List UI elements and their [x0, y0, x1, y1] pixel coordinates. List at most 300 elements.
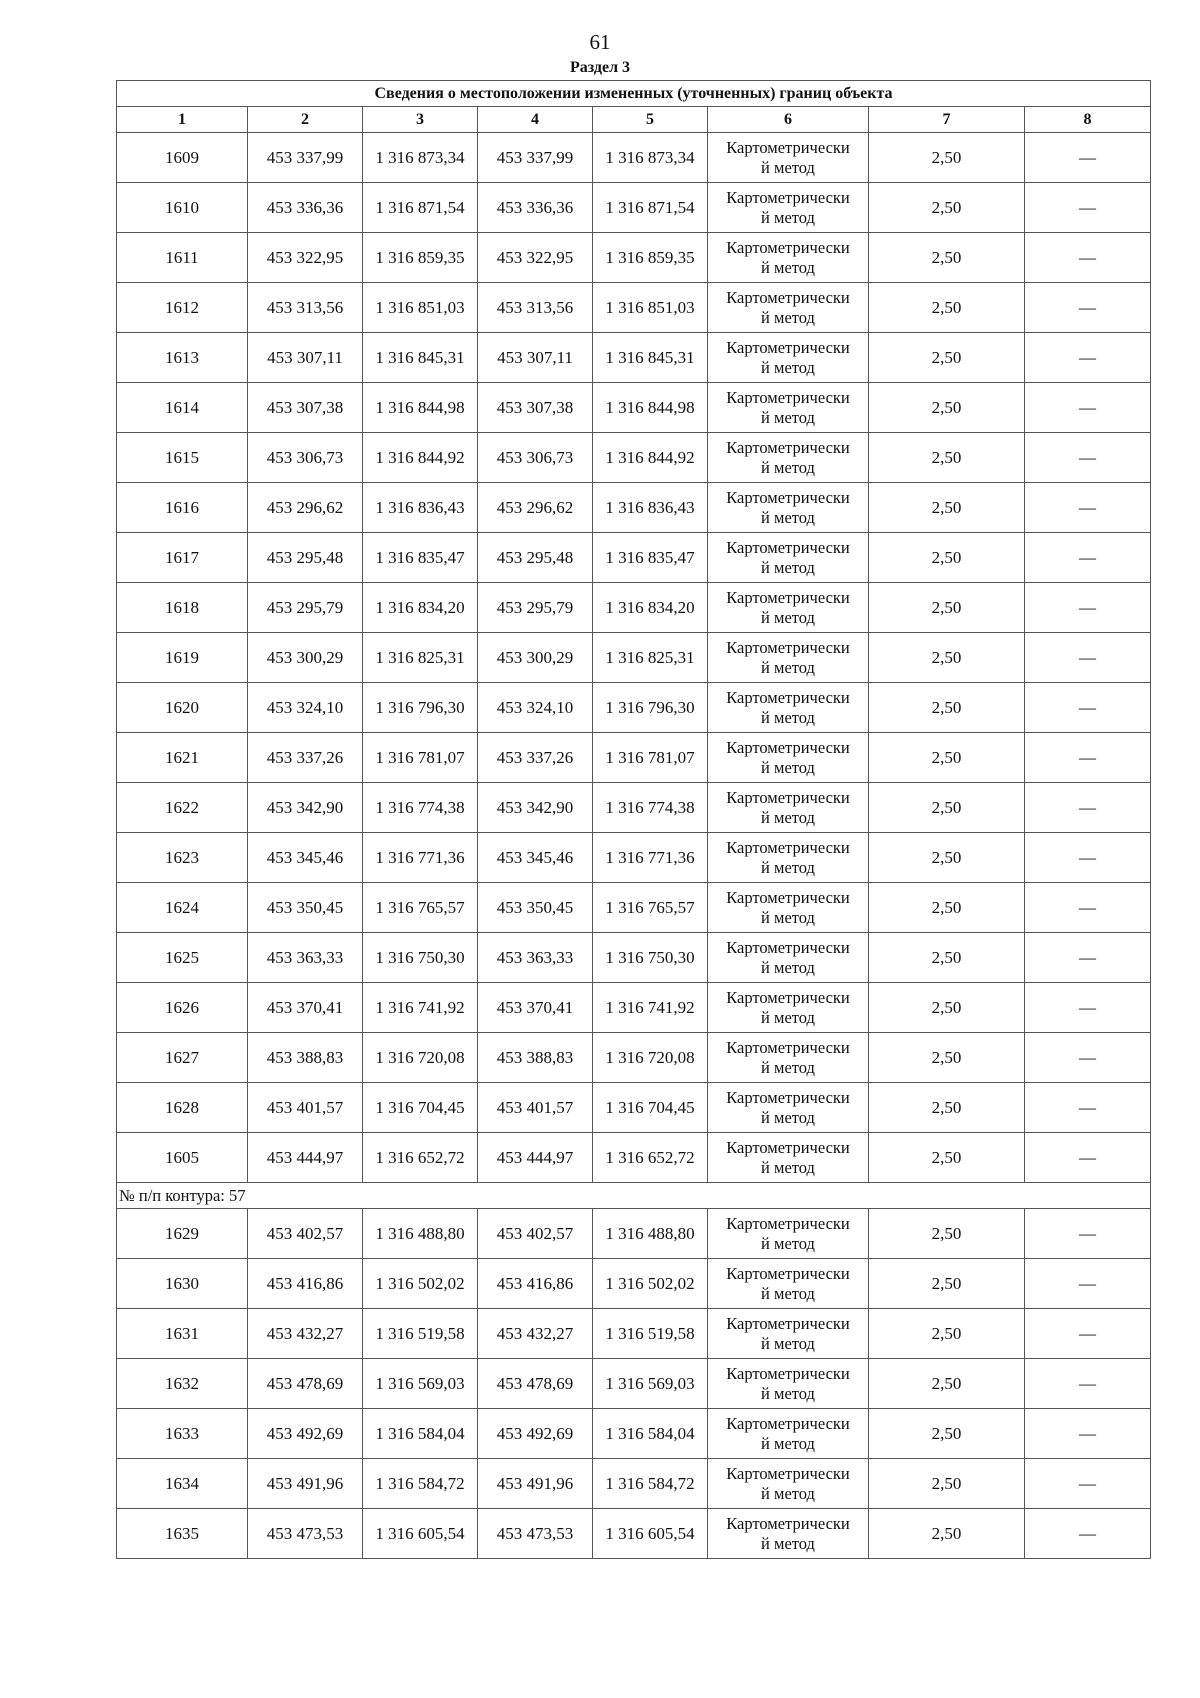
table-cell: — — [1025, 683, 1151, 733]
table-cell: 453 402,57 — [248, 1209, 363, 1259]
method-text: й метод — [761, 557, 815, 577]
table-cell: 2,50 — [869, 1083, 1025, 1133]
table-cell: 1 316 765,57 — [593, 883, 708, 933]
table-cell: 1 316 844,92 — [363, 433, 478, 483]
table-cell: 1627 — [117, 1033, 248, 1083]
method-cell — [708, 683, 869, 733]
table-cell: 1 316 704,45 — [593, 1083, 708, 1133]
method-text: Картометрически — [726, 437, 850, 457]
table-row — [117, 1309, 1151, 1359]
table-cell: 1 316 519,58 — [363, 1309, 478, 1359]
method-cell — [708, 1509, 869, 1559]
method-text: Картометрически — [726, 387, 850, 407]
table-cell: 1 316 873,34 — [363, 133, 478, 183]
table-cell: 1635 — [117, 1509, 248, 1559]
table-cell: 1 316 851,03 — [593, 283, 708, 333]
table-cell: 1 316 796,30 — [363, 683, 478, 733]
method-cell — [708, 783, 869, 833]
table-cell: 453 337,26 — [248, 733, 363, 783]
table-cell: 1620 — [117, 683, 248, 733]
method-text: й метод — [761, 507, 815, 527]
column-header: 6 — [708, 107, 869, 133]
table-cell: — — [1025, 783, 1151, 833]
table-cell: 453 324,10 — [478, 683, 593, 733]
table-cell: 1 316 851,03 — [363, 283, 478, 333]
table-cell: 2,50 — [869, 583, 1025, 633]
method-cell — [708, 333, 869, 383]
table-cell: 453 322,95 — [248, 233, 363, 283]
table-cell: 1 316 502,02 — [363, 1259, 478, 1309]
method-text: й метод — [761, 907, 815, 927]
table-cell: 1 316 845,31 — [593, 333, 708, 383]
method-cell — [708, 233, 869, 283]
method-text: Картометрически — [726, 1037, 850, 1057]
method-text: Картометрически — [726, 337, 850, 357]
table-cell: 453 337,26 — [478, 733, 593, 783]
table-cell: 453 336,36 — [478, 183, 593, 233]
method-cell — [708, 733, 869, 783]
method-cell — [708, 1459, 869, 1509]
table-cell: 453 363,33 — [478, 933, 593, 983]
method-text: Картометрически — [726, 937, 850, 957]
method-cell — [708, 1083, 869, 1133]
table-row — [117, 1133, 1151, 1183]
table-cell: 2,50 — [869, 233, 1025, 283]
table-cell: 453 313,56 — [478, 283, 593, 333]
column-header: 3 — [363, 107, 478, 133]
table-cell: — — [1025, 183, 1151, 233]
method-text: й метод — [761, 857, 815, 877]
table-cell: 1621 — [117, 733, 248, 783]
table-cell: — — [1025, 433, 1151, 483]
method-cell — [708, 1309, 869, 1359]
table-row — [117, 283, 1151, 333]
table-cell: 453 342,90 — [248, 783, 363, 833]
page-number: 61 — [589, 30, 611, 54]
table-cell: 2,50 — [869, 783, 1025, 833]
method-cell — [708, 133, 869, 183]
method-text: Картометрически — [726, 537, 850, 557]
method-text: й метод — [761, 1107, 815, 1127]
table-cell: — — [1025, 933, 1151, 983]
method-cell — [708, 1409, 869, 1459]
table-cell: 2,50 — [869, 1133, 1025, 1183]
table-cell: 453 473,53 — [248, 1509, 363, 1559]
method-text: й метод — [761, 157, 815, 177]
table-cell: 1 316 502,02 — [593, 1259, 708, 1309]
table-row — [117, 983, 1151, 1033]
column-header: 7 — [869, 107, 1025, 133]
section-title: Раздел 3 — [569, 59, 631, 76]
table-cell: 453 401,57 — [478, 1083, 593, 1133]
method-text: й метод — [761, 357, 815, 377]
method-text: й метод — [761, 1157, 815, 1177]
table-cell: 453 370,41 — [478, 983, 593, 1033]
method-text: Картометрически — [726, 1413, 850, 1433]
table-cell: 453 473,53 — [478, 1509, 593, 1559]
table-cell: 453 322,95 — [478, 233, 593, 283]
table-cell: 1 316 652,72 — [593, 1133, 708, 1183]
table-cell: — — [1025, 233, 1151, 283]
table-cell: 453 300,29 — [478, 633, 593, 683]
method-text: й метод — [761, 1233, 815, 1253]
table-cell: 453 345,46 — [248, 833, 363, 883]
table-cell: 453 313,56 — [248, 283, 363, 333]
table-cell: 1 316 774,38 — [593, 783, 708, 833]
method-cell — [708, 833, 869, 883]
table-cell: 1632 — [117, 1359, 248, 1409]
method-text: Картометрически — [726, 637, 850, 657]
table-cell: 453 416,86 — [248, 1259, 363, 1309]
method-text: й метод — [761, 1057, 815, 1077]
table-cell: 1 316 605,54 — [593, 1509, 708, 1559]
table-cell: 453 295,79 — [478, 583, 593, 633]
method-text: Картометрически — [726, 1137, 850, 1157]
table-cell: 453 296,62 — [248, 483, 363, 533]
method-cell — [708, 383, 869, 433]
method-text: й метод — [761, 807, 815, 827]
table-row — [117, 733, 1151, 783]
table-row — [117, 1509, 1151, 1559]
table-cell: 453 492,69 — [478, 1409, 593, 1459]
table-cell: — — [1025, 983, 1151, 1033]
table-cell: 2,50 — [869, 1459, 1025, 1509]
table-row — [117, 183, 1151, 233]
table-cell: 1634 — [117, 1459, 248, 1509]
table-cell: 1 316 844,98 — [363, 383, 478, 433]
table-row — [117, 383, 1151, 433]
method-cell — [708, 933, 869, 983]
table-cell: 1 316 844,98 — [593, 383, 708, 433]
table-cell: — — [1025, 833, 1151, 883]
table-cell: 1 316 584,72 — [593, 1459, 708, 1509]
method-text: й метод — [761, 657, 815, 677]
table-cell: 453 402,57 — [478, 1209, 593, 1259]
table-cell: — — [1025, 333, 1151, 383]
table-cell: 2,50 — [869, 433, 1025, 483]
method-cell — [708, 1133, 869, 1183]
table-cell: 1 316 750,30 — [593, 933, 708, 983]
method-text: Картометрически — [726, 837, 850, 857]
column-header: 2 — [248, 107, 363, 133]
table-cell: 453 295,79 — [248, 583, 363, 633]
table-cell: — — [1025, 733, 1151, 783]
table-row — [117, 1459, 1151, 1509]
table-cell: 453 307,11 — [248, 333, 363, 383]
table-cell: — — [1025, 483, 1151, 533]
method-text: й метод — [761, 607, 815, 627]
table-cell: 1 316 741,92 — [593, 983, 708, 1033]
table-cell: — — [1025, 383, 1151, 433]
table-cell: 1 316 871,54 — [363, 183, 478, 233]
table-cell: 453 350,45 — [478, 883, 593, 933]
method-cell — [708, 433, 869, 483]
table-row — [117, 333, 1151, 383]
table-cell: 2,50 — [869, 733, 1025, 783]
method-text: Картометрически — [726, 737, 850, 757]
table-cell: 1 316 859,35 — [593, 233, 708, 283]
table-cell: 453 306,73 — [248, 433, 363, 483]
table-cell: 1 316 704,45 — [363, 1083, 478, 1133]
table-cell: — — [1025, 1309, 1151, 1359]
method-text: й метод — [761, 1433, 815, 1453]
method-text: й метод — [761, 1483, 815, 1503]
table-cell: 1 316 834,20 — [593, 583, 708, 633]
table-cell: 1 316 765,57 — [363, 883, 478, 933]
table-cell: 1 316 569,03 — [593, 1359, 708, 1409]
table-cell: 2,50 — [869, 1259, 1025, 1309]
table-cell: 1 316 835,47 — [363, 533, 478, 583]
coordinates-table — [116, 80, 1151, 1559]
method-text: й метод — [761, 1333, 815, 1353]
table-cell: 1618 — [117, 583, 248, 633]
table-cell: 1631 — [117, 1309, 248, 1359]
method-text: Картометрически — [726, 1263, 850, 1283]
table-cell: 1622 — [117, 783, 248, 833]
table-row — [117, 133, 1151, 183]
table-cell: 453 307,38 — [478, 383, 593, 433]
table-row — [117, 833, 1151, 883]
method-cell — [708, 583, 869, 633]
table-cell: 453 444,97 — [248, 1133, 363, 1183]
method-text: й метод — [761, 757, 815, 777]
table-cell: 1 316 519,58 — [593, 1309, 708, 1359]
method-cell — [708, 633, 869, 683]
table-cell: 1605 — [117, 1133, 248, 1183]
column-header: 4 — [478, 107, 593, 133]
table-cell: 453 388,83 — [248, 1033, 363, 1083]
table-cell: 1 316 652,72 — [363, 1133, 478, 1183]
table-cell: 453 337,99 — [478, 133, 593, 183]
table-cell: 453 370,41 — [248, 983, 363, 1033]
table-cell: — — [1025, 1033, 1151, 1083]
table-cell: 1630 — [117, 1259, 248, 1309]
table-cell: 1 316 720,08 — [593, 1033, 708, 1083]
table-cell: 1617 — [117, 533, 248, 583]
table-row — [117, 233, 1151, 283]
table-cell: 453 401,57 — [248, 1083, 363, 1133]
method-cell — [708, 1033, 869, 1083]
table-cell: 2,50 — [869, 1509, 1025, 1559]
table-cell: — — [1025, 1509, 1151, 1559]
table-cell: 453 295,48 — [248, 533, 363, 583]
table-caption: Сведения о местоположении измененных (уточненных) границ объекта — [117, 81, 1151, 107]
column-header: 5 — [593, 107, 708, 133]
table-row — [117, 1409, 1151, 1459]
table-cell: 453 295,48 — [478, 533, 593, 583]
method-text: Картометрически — [726, 787, 850, 807]
table-cell: 453 491,96 — [248, 1459, 363, 1509]
table-cell: — — [1025, 1209, 1151, 1259]
table-cell: 1 316 834,20 — [363, 583, 478, 633]
table-row — [117, 1359, 1151, 1409]
method-text: Картометрически — [726, 287, 850, 307]
table-cell: — — [1025, 1133, 1151, 1183]
table-cell: 2,50 — [869, 933, 1025, 983]
table-cell: 1 316 584,04 — [593, 1409, 708, 1459]
table-cell: 453 491,96 — [478, 1459, 593, 1509]
table-cell: 2,50 — [869, 983, 1025, 1033]
table-header-row — [117, 107, 1151, 133]
table-row — [117, 933, 1151, 983]
table-row — [117, 783, 1151, 833]
method-text: Картометрически — [726, 1087, 850, 1107]
table-cell: 453 296,62 — [478, 483, 593, 533]
table-cell: 453 345,46 — [478, 833, 593, 883]
table-cell: 1619 — [117, 633, 248, 683]
table-row — [117, 633, 1151, 683]
table-row — [117, 433, 1151, 483]
table-cell: 453 307,11 — [478, 333, 593, 383]
table-row — [117, 1083, 1151, 1133]
table-cell: 453 432,27 — [478, 1309, 593, 1359]
table-cell: 453 306,73 — [478, 433, 593, 483]
table-cell: 1 316 844,92 — [593, 433, 708, 483]
method-text: й метод — [761, 1283, 815, 1303]
table-cell: 2,50 — [869, 633, 1025, 683]
table-cell: 2,50 — [869, 833, 1025, 883]
table-cell: 1610 — [117, 183, 248, 233]
method-text: Картометрически — [726, 1363, 850, 1383]
method-cell — [708, 1259, 869, 1309]
table-cell: 2,50 — [869, 1409, 1025, 1459]
method-text: й метод — [761, 207, 815, 227]
table-cell: 1 316 836,43 — [363, 483, 478, 533]
method-text: й метод — [761, 1383, 815, 1403]
table-cell: 1616 — [117, 483, 248, 533]
table-cell: 1 316 569,03 — [363, 1359, 478, 1409]
table-cell: 2,50 — [869, 483, 1025, 533]
table-cell: 1 316 825,31 — [593, 633, 708, 683]
method-text: Картометрически — [726, 887, 850, 907]
table-cell: 453 300,29 — [248, 633, 363, 683]
table-cell: 453 336,36 — [248, 183, 363, 233]
column-header: 8 — [1025, 107, 1151, 133]
table-cell: 1626 — [117, 983, 248, 1033]
table-cell: 453 342,90 — [478, 783, 593, 833]
method-text: й метод — [761, 307, 815, 327]
method-text: й метод — [761, 957, 815, 977]
method-text: Картометрически — [726, 237, 850, 257]
table-cell: 2,50 — [869, 683, 1025, 733]
table-cell: 453 324,10 — [248, 683, 363, 733]
table-cell: 453 350,45 — [248, 883, 363, 933]
table-cell: 1 316 488,80 — [363, 1209, 478, 1259]
table-cell: 1 316 873,34 — [593, 133, 708, 183]
table-cell: 1 316 836,43 — [593, 483, 708, 533]
table-cell: 2,50 — [869, 533, 1025, 583]
table-cell: 2,50 — [869, 883, 1025, 933]
contour-row — [117, 1183, 1151, 1209]
table-cell: 1 316 859,35 — [363, 233, 478, 283]
contour-label: № п/п контура: 57 — [117, 1183, 1151, 1209]
table-cell: 1614 — [117, 383, 248, 433]
table-cell: 2,50 — [869, 133, 1025, 183]
table-cell: 1625 — [117, 933, 248, 983]
table-cell: 1612 — [117, 283, 248, 333]
table-cell: — — [1025, 283, 1151, 333]
method-cell — [708, 183, 869, 233]
method-text: Картометрически — [726, 137, 850, 157]
table-cell: 2,50 — [869, 1209, 1025, 1259]
table-cell: 453 432,27 — [248, 1309, 363, 1359]
table-row — [117, 883, 1151, 933]
table-cell: 453 388,83 — [478, 1033, 593, 1083]
table-cell: 1 316 871,54 — [593, 183, 708, 233]
table-cell: 1 316 835,47 — [593, 533, 708, 583]
method-text: Картометрически — [726, 587, 850, 607]
method-text: Картометрически — [726, 1213, 850, 1233]
table-row — [117, 1033, 1151, 1083]
table-cell: 1 316 741,92 — [363, 983, 478, 1033]
method-text: Картометрически — [726, 1313, 850, 1333]
table-cell: 2,50 — [869, 1309, 1025, 1359]
table-cell: 1629 — [117, 1209, 248, 1259]
table-cell: 1 316 605,54 — [363, 1509, 478, 1559]
table-cell: 453 307,38 — [248, 383, 363, 433]
method-text: й метод — [761, 1533, 815, 1553]
table-cell: 453 478,69 — [248, 1359, 363, 1409]
table-cell: 2,50 — [869, 1359, 1025, 1409]
table-cell: 453 337,99 — [248, 133, 363, 183]
table-cell: 1 316 771,36 — [593, 833, 708, 883]
table-cell: 1 316 584,04 — [363, 1409, 478, 1459]
table-row — [117, 1209, 1151, 1259]
table-row — [117, 1259, 1151, 1309]
method-text: й метод — [761, 407, 815, 427]
method-text: й метод — [761, 707, 815, 727]
table-cell: — — [1025, 883, 1151, 933]
method-text: Картометрически — [726, 487, 850, 507]
table-cell: 1 316 774,38 — [363, 783, 478, 833]
table-row — [117, 533, 1151, 583]
method-text: Картометрически — [726, 187, 850, 207]
table-cell: 1 316 781,07 — [363, 733, 478, 783]
table-cell: — — [1025, 1083, 1151, 1133]
table-cell: 2,50 — [869, 183, 1025, 233]
table-row — [117, 483, 1151, 533]
table-cell: — — [1025, 1259, 1151, 1309]
table-cell: 2,50 — [869, 383, 1025, 433]
table-cell: — — [1025, 533, 1151, 583]
table-cell: 453 444,97 — [478, 1133, 593, 1183]
method-cell — [708, 283, 869, 333]
method-text: Картометрически — [726, 987, 850, 1007]
table-cell: 1624 — [117, 883, 248, 933]
table-cell: — — [1025, 1409, 1151, 1459]
method-text: Картометрически — [726, 1463, 850, 1483]
method-cell — [708, 883, 869, 933]
table-cell: — — [1025, 633, 1151, 683]
table-cell: 1 316 781,07 — [593, 733, 708, 783]
method-cell — [708, 1359, 869, 1409]
table-caption-row — [117, 81, 1151, 107]
table-cell: 1611 — [117, 233, 248, 283]
table-cell: 2,50 — [869, 333, 1025, 383]
table-cell: 453 416,86 — [478, 1259, 593, 1309]
method-text: Картометрически — [726, 687, 850, 707]
method-text: Картометрически — [726, 1513, 850, 1533]
table-cell: 1633 — [117, 1409, 248, 1459]
table-cell: 453 363,33 — [248, 933, 363, 983]
table-cell: 2,50 — [869, 283, 1025, 333]
table-cell: 1 316 720,08 — [363, 1033, 478, 1083]
table-row — [117, 683, 1151, 733]
method-text: й метод — [761, 257, 815, 277]
table-cell: 1 316 750,30 — [363, 933, 478, 983]
method-cell — [708, 1209, 869, 1259]
method-text: й метод — [761, 457, 815, 477]
